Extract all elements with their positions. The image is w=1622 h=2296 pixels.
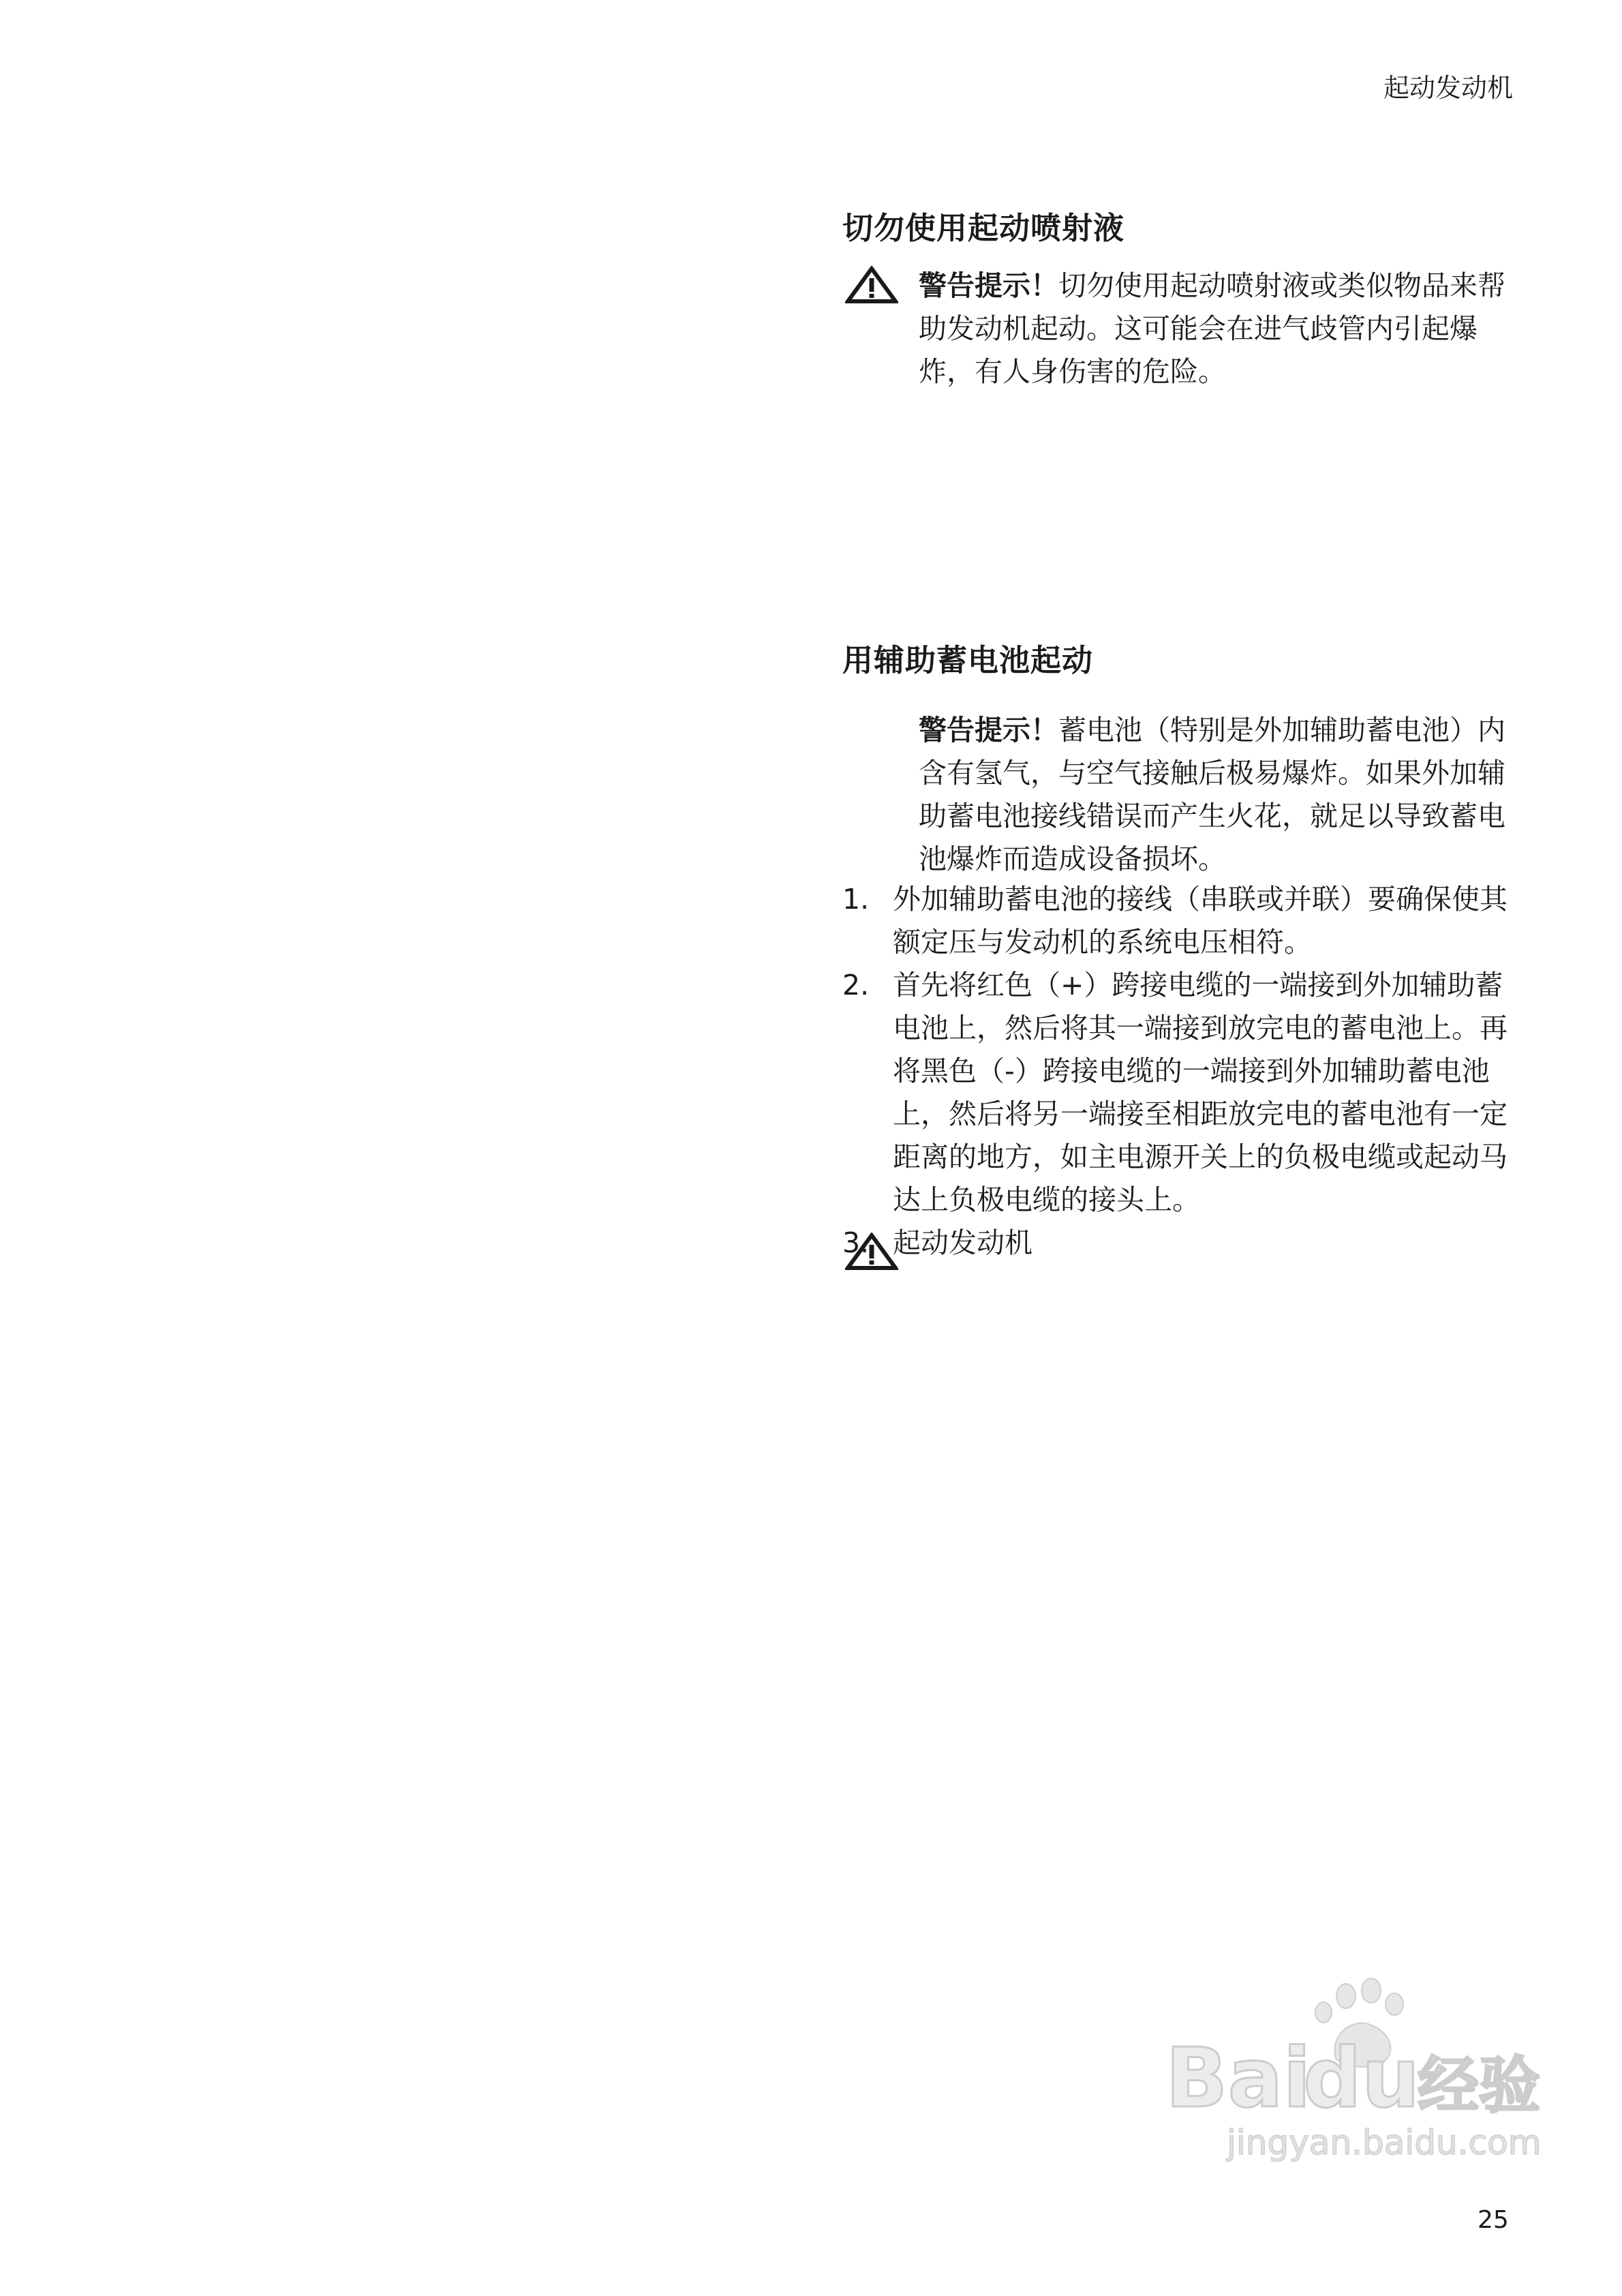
warning-note-starting-fluid: [919, 265, 1518, 393]
warning-triangle-icon: [845, 266, 898, 304]
warning-triangle-icon: [845, 1233, 898, 1271]
procedure-steps: [842, 878, 1524, 1265]
warning-text: 蓄电池（特别是外加辅助蓄电池）内含有氢气，与空气接触后极易爆炸。如果外加辅助蓄电池接线错误而产生火花，就足以导致蓄电池爆炸而造成设备损坏。: [919, 714, 1505, 875]
warning-text: 切勿使用起动喷射液或类似物品来帮助发动机起动。这可能会在进气歧管内引起爆炸，有人身伤害的危险。: [919, 269, 1505, 388]
warning-note-booster-battery: [919, 709, 1518, 881]
list-item: [842, 878, 1524, 964]
running-header-title: 起动发动机: [1383, 73, 1513, 103]
section-title-booster-battery: 用辅助蓄电池起动: [842, 642, 1094, 678]
svg-text:jingyan.baidu.com: jingyan.baidu.com: [1227, 2123, 1542, 2162]
svg-text:du: du: [1303, 2031, 1420, 2126]
step-number: 2.: [842, 969, 870, 1001]
baidu-jingyan-watermark: [1152, 1977, 1561, 2168]
list-item: [842, 964, 1524, 1222]
step-text: 起动发动机: [893, 1226, 1032, 1259]
step-text: 首先将红色（+）跨接电缆的一端接到外加辅助蓄电池上，然后将其一端接到放完电的蓄电池上。再将黑色（-）跨接电缆的一端接到外加辅助蓄电池上，然后将另一端接至相距放完电的蓄电池有一定距离的地方，如主电源开关上的负极电缆或起动马达上负极电缆的接头上。: [893, 969, 1508, 1216]
warning-lead: 警告提示！: [919, 269, 1058, 302]
step-number: 1.: [842, 883, 870, 916]
warning-lead: 警告提示！: [919, 714, 1058, 746]
svg-text:Bai: Bai: [1165, 2031, 1311, 2126]
section-title-no-starting-fluid: 切勿使用起动喷射液: [842, 210, 1125, 246]
list-item: [842, 1222, 1524, 1265]
page-number: 25: [1478, 2206, 1509, 2234]
svg-text:经验: 经验: [1418, 2050, 1540, 2121]
step-number: 3.: [842, 1226, 870, 1259]
step-text: 外加辅助蓄电池的接线（串联或并联）要确保使其额定压与发动机的系统电压相符。: [893, 883, 1508, 958]
